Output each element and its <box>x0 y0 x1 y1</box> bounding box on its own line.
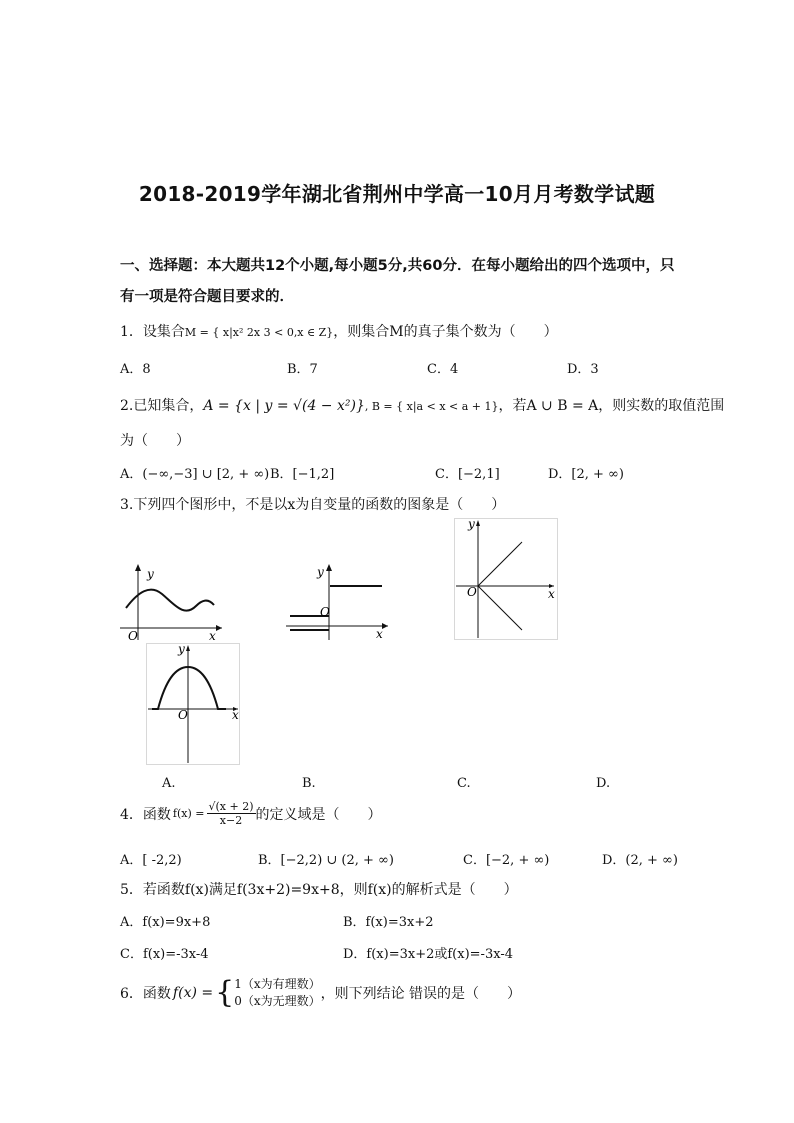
graph-d-curve <box>152 667 226 709</box>
graph-d-origin: O <box>178 708 188 722</box>
q4-option-b: B．[−2,2) ∪ (2, + ∞) <box>258 853 394 868</box>
graph-c-x-label: x <box>548 587 555 601</box>
graph-c <box>454 518 558 640</box>
question-2 <box>120 395 724 415</box>
question-4 <box>120 800 382 827</box>
q4-denominator: x−2 <box>219 814 243 827</box>
q2-prefix: 2.已知集合， <box>120 398 204 414</box>
q1-option-a: A．8 <box>120 362 151 377</box>
graph-a-y-label: y <box>147 567 154 581</box>
section-header-line1: 一、选择题：本大题共12个小题,每小题5分,共60分．在每小题给出的四个选项中，只 <box>120 258 675 274</box>
graph-d-y-label: y <box>178 643 185 656</box>
q2-set-a: A = {x | y = √(4 − x²)} <box>203 398 365 414</box>
graph-a-x-label: x <box>209 629 216 642</box>
graph-b-x-label: x <box>376 627 383 641</box>
graph-d-x-label: x <box>232 708 239 722</box>
graph-a-x-arrow <box>216 625 222 631</box>
q2-option-b: B．[−1,2] <box>270 467 335 482</box>
q4-numerator: √(x + 2) <box>208 800 254 813</box>
graph-c-lower-ray <box>478 586 522 630</box>
question-5: 5．若函数f(x)满足f(3x+2)=9x+8，则f(x)的解析式是（ ） <box>120 882 518 898</box>
graph-label-a: A. <box>162 776 176 791</box>
q4-suffix: 的定义域是（ ） <box>255 806 382 823</box>
q6-cases <box>234 976 320 1010</box>
graph-b-y-arrow <box>326 564 332 571</box>
q1-option-d: D．3 <box>567 362 599 377</box>
graph-c-y-arrow <box>476 520 480 526</box>
graph-label-d: D. <box>596 776 611 791</box>
q4-fraction <box>207 800 256 827</box>
q6-case-1: 1（x为有理数） <box>234 977 321 991</box>
section-header-line2: 有一项是符合题目要求的． <box>120 289 294 305</box>
q2-set-b: , B = { x|a < x < a + 1} <box>364 400 499 413</box>
q4-prefix: 4．函数 <box>120 806 171 823</box>
graph-label-c: C. <box>457 776 471 791</box>
graph-b-origin: O <box>320 605 330 619</box>
q2-suffix: ，若A ∪ B = A，则实数的取值范围 <box>498 398 725 414</box>
q6-suffix: ，则下列结论 错误的是（ ） <box>320 986 522 1002</box>
graph-b <box>284 560 394 642</box>
q6-prefix: 6．函数 <box>120 986 171 1002</box>
q1-option-b: B．7 <box>287 362 318 377</box>
graph-c-frame <box>455 519 558 640</box>
graph-c-upper-ray <box>478 542 522 586</box>
q5-option-d: D．f(x)=3x+2或f(x)=-3x-4 <box>343 947 513 962</box>
graph-b-y-label: y <box>317 565 324 579</box>
graph-a <box>118 560 228 642</box>
graph-d <box>146 643 242 765</box>
q4-func: f(x) = <box>172 807 205 820</box>
graph-label-b: B. <box>302 776 316 791</box>
graph-a-y-arrow <box>135 564 141 571</box>
q6-func: f(x) = <box>172 985 214 1001</box>
q4-option-d: D．(2, + ∞) <box>602 853 678 868</box>
page-title: 2018-2019学年湖北省荆州中学高一10月月考数学试题 <box>138 182 656 206</box>
q4-option-c: C．[−2, + ∞) <box>463 853 550 868</box>
q2-option-c: C．[−2,1] <box>435 467 500 482</box>
q1-suffix: ，则集合M的真子集个数为（ ） <box>333 324 558 340</box>
graph-a-curve <box>126 590 214 611</box>
q1-set: M = { x|x² 2x 3 < 0,x ∈ Z} <box>184 326 334 339</box>
q4-option-a: A．[ -2,2) <box>120 853 182 868</box>
graph-b-x-arrow <box>382 623 388 629</box>
q2-option-d: D．[2, + ∞) <box>548 467 624 482</box>
question-6 <box>120 976 521 1010</box>
q2-option-a: A．(−∞,−3] ∪ [2, + ∞) <box>120 467 270 482</box>
graph-d-frame <box>147 644 240 765</box>
q2-line2: 为（ ） <box>120 433 190 449</box>
graph-a-origin: O <box>128 629 138 642</box>
q1-option-c: C．4 <box>427 362 459 377</box>
q6-brace: { <box>215 975 235 1010</box>
graph-d-y-arrow <box>186 645 190 651</box>
q1-prefix: 1．设集合 <box>120 324 185 340</box>
q5-option-b: B．f(x)=3x+2 <box>343 915 434 930</box>
graph-c-origin: O <box>467 585 477 599</box>
q5-option-a: A．f(x)=9x+8 <box>120 915 211 930</box>
question-1 <box>120 321 558 341</box>
q6-case-2: 0（x为无理数） <box>234 994 321 1008</box>
question-3: 3.下列四个图形中，不是以x为自变量的函数的图象是（ ） <box>120 497 506 513</box>
graph-c-y-label: y <box>468 518 475 531</box>
q5-option-c: C．f(x)=-3x-4 <box>120 947 209 962</box>
